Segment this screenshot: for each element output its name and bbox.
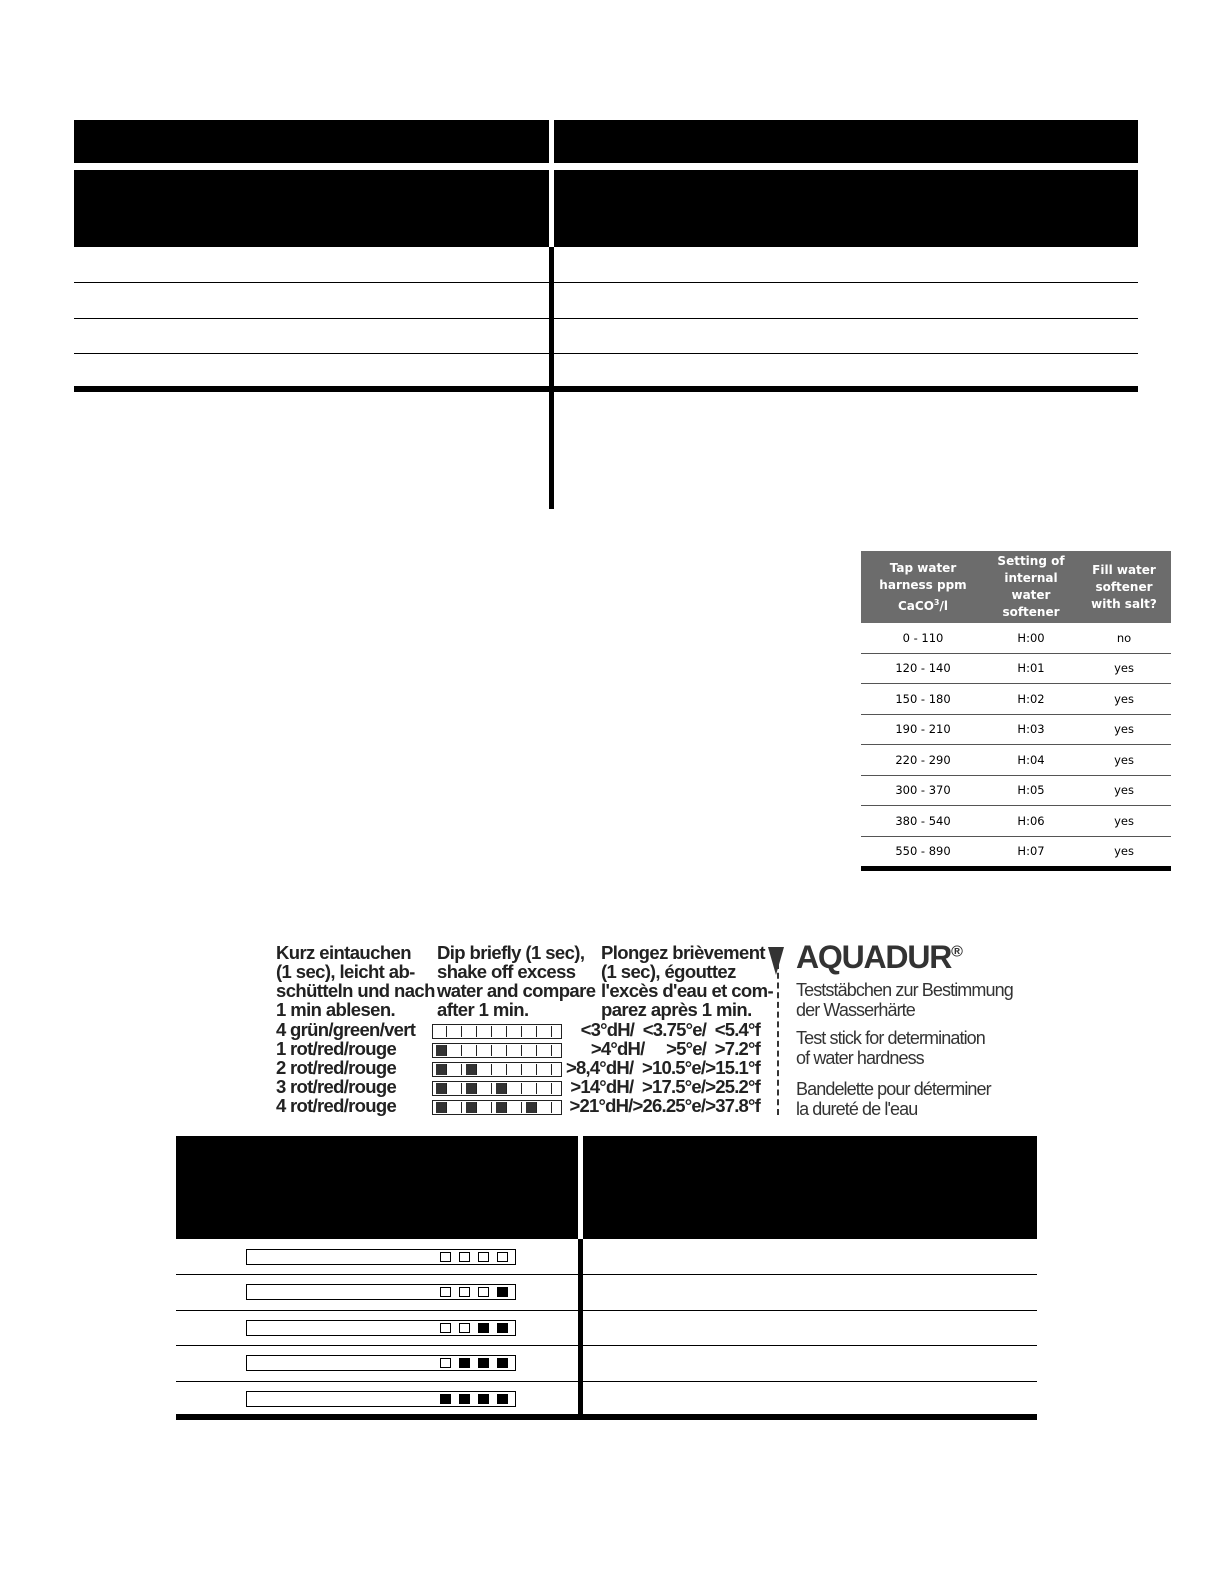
strip-pad [436, 1064, 447, 1075]
legend-pad [478, 1287, 489, 1297]
reading-strip [432, 1100, 562, 1115]
hardness-range-cell: 550 - 890 [895, 844, 951, 859]
strip-pad [496, 1064, 507, 1075]
fill-salt-cell: yes [1077, 714, 1171, 745]
bottom-table-row-divider [176, 1274, 1037, 1275]
top-table-header-right [554, 120, 1138, 163]
top-table [74, 120, 1138, 393]
fill-salt-cell: yes [1077, 684, 1171, 715]
hardness-table-header [861, 551, 1171, 623]
reading-strip [432, 1062, 562, 1077]
strip-pad [511, 1045, 522, 1056]
hardness-table-row [861, 653, 1171, 684]
legend-strip [246, 1320, 516, 1336]
strip-pad [436, 1045, 447, 1056]
hardness-table-row [861, 806, 1171, 837]
reading-strip [432, 1081, 562, 1096]
bottom-table-header-left [176, 1136, 578, 1239]
hardness-settings-table [861, 551, 1171, 871]
legend-pad [440, 1323, 451, 1333]
top-table-row-divider [74, 353, 1138, 354]
strip-pad [466, 1064, 477, 1075]
strip-pad [541, 1026, 552, 1037]
hardness-range-cell: 0 - 110 [861, 623, 985, 653]
softener-setting-cell: H:05 [985, 775, 1077, 806]
strip-pad [466, 1083, 477, 1094]
bottom-table-row-divider [176, 1345, 1037, 1346]
strip-pad [496, 1102, 507, 1113]
strip-pad [481, 1083, 492, 1094]
legend-pad [459, 1394, 470, 1404]
strip-pad [526, 1083, 537, 1094]
strip-pad [451, 1045, 462, 1056]
strip-pad [526, 1102, 537, 1113]
strip-pad [496, 1083, 507, 1094]
top-table-subheader-right [554, 170, 1138, 247]
fill-salt-cell: no [1077, 623, 1171, 653]
top-table-row-divider [74, 318, 1138, 319]
bottom-table-column-divider [578, 1239, 583, 1415]
legend-pad [478, 1394, 489, 1404]
strip-pad [541, 1083, 552, 1094]
legend-strip [246, 1355, 516, 1371]
description-french: Bandelette pour déterminer la dureté de l'eau [796, 1079, 991, 1119]
softener-setting-cell: H:07 [1017, 844, 1045, 859]
legend-pad [497, 1358, 508, 1368]
fill-salt-cell: yes [1114, 844, 1134, 859]
softener-setting-cell: H:06 [985, 806, 1077, 837]
legend-pad [459, 1287, 470, 1297]
description-german: Teststäbchen zur Bestimmung der Wasserhärte [796, 980, 1013, 1020]
reading-label: 4 grün/green/vert [276, 1019, 416, 1040]
strip-pad [451, 1064, 462, 1075]
hardness-range-cell: 380 - 540 [861, 806, 985, 837]
softener-setting-cell: H:00 [985, 623, 1077, 653]
legend-pad [459, 1252, 470, 1262]
hardness-range-cell: 150 - 180 [861, 684, 985, 715]
reading-value: <3°dH/ <3.75°e/ <5.4°f [580, 1019, 760, 1040]
legend-pad [478, 1358, 489, 1368]
header-softener-setting: Setting of internal water softener [985, 551, 1077, 623]
strip-pad [466, 1045, 477, 1056]
legend-strip [246, 1249, 516, 1265]
hardness-table-row [861, 623, 1171, 653]
softener-setting-cell: H:02 [985, 684, 1077, 715]
reading-label: 2 rot/red/rouge [276, 1057, 397, 1078]
legend-pad [497, 1323, 508, 1333]
strip-pad [541, 1064, 552, 1075]
hardness-table-row [861, 745, 1171, 776]
strip-pad [466, 1102, 477, 1113]
legend-pad [459, 1323, 470, 1333]
header-tap-water-hardness: Tap water harness ppm CaCO$^3$/l [861, 551, 985, 623]
top-table-subheader-left [74, 170, 549, 247]
strip-pad [526, 1026, 537, 1037]
brand-name: AQUADUR® [796, 939, 962, 975]
reading-value: >14°dH/ >17.5°e/>25.2°f [570, 1076, 760, 1097]
legend-pad [497, 1252, 508, 1262]
strip-pad [526, 1045, 537, 1056]
strip-pad [481, 1045, 492, 1056]
hardness-table-row [861, 714, 1171, 745]
legend-pad [478, 1323, 489, 1333]
reading-strip [432, 1043, 562, 1058]
strip-pad [451, 1026, 462, 1037]
strip-pad [511, 1102, 522, 1113]
fill-salt-cell: yes [1077, 775, 1171, 806]
hardness-range-cell: 190 - 210 [861, 714, 985, 745]
legend-pad [440, 1287, 451, 1297]
strip-pad [481, 1102, 492, 1113]
bottom-table-bottom-rule [176, 1414, 1037, 1420]
bottom-table [176, 1136, 1037, 1420]
hardness-range-cell: 220 - 290 [861, 745, 985, 776]
strip-pad [511, 1083, 522, 1094]
legend-pad [459, 1358, 470, 1368]
strip-pad [496, 1026, 507, 1037]
legend-strip [246, 1391, 516, 1407]
reading-label: 4 rot/red/rouge [276, 1095, 397, 1116]
hardness-range-cell: 300 - 370 [861, 775, 985, 806]
reading-label: 3 rot/red/rouge [276, 1076, 397, 1097]
bottom-table-row-divider [176, 1381, 1037, 1382]
strip-pad [451, 1083, 462, 1094]
strip-pad [436, 1083, 447, 1094]
reading-value: >21°dH/>26.25°e/>37.8°f [569, 1095, 760, 1116]
bottom-table-header-right [583, 1136, 1037, 1239]
legend-pad [440, 1358, 451, 1368]
reading-strip [432, 1024, 562, 1039]
cut-marker-icon [768, 947, 784, 975]
strip-pad [511, 1064, 522, 1075]
strip-pad [496, 1045, 507, 1056]
fill-salt-cell: yes [1077, 806, 1171, 837]
strip-pad [541, 1045, 552, 1056]
legend-strip [246, 1284, 516, 1300]
softener-setting-cell: H:03 [985, 714, 1077, 745]
strip-pad [451, 1102, 462, 1113]
reading-value: >4°dH/ >5°e/ >7.2°f [590, 1038, 760, 1059]
description-english: Test stick for determination of water hardness [796, 1028, 985, 1068]
hardness-table-row [861, 775, 1171, 806]
softener-setting-cell: H:04 [985, 745, 1077, 776]
legend-pad [497, 1287, 508, 1297]
instructions-german: Kurz eintauchen (1 sec), leicht ab- schütteln und nach 1 min ablesen. [276, 942, 435, 1020]
strip-pad [466, 1026, 477, 1037]
strip-pad [481, 1026, 492, 1037]
hardness-table-row [861, 836, 1171, 866]
hardness-table-row [861, 684, 1171, 715]
cut-line [777, 963, 779, 1115]
top-table-row-divider [74, 282, 1138, 283]
strip-pad [526, 1064, 537, 1075]
top-table-bottom-rule [74, 386, 1138, 392]
strip-pad [436, 1102, 447, 1113]
strip-pad [511, 1026, 522, 1037]
softener-setting-cell: H:01 [985, 653, 1077, 684]
reading-label: 1 rot/red/rouge [276, 1038, 397, 1059]
reading-value: >8,4°dH/ >10.5°e/>15.1°f [565, 1057, 760, 1078]
top-table-header-left [74, 120, 549, 163]
instructions-english: Dip briefly (1 sec), shake off excess water and compare after 1 min. [437, 942, 596, 1020]
fill-salt-cell: yes [1077, 653, 1171, 684]
instructions-french: Plongez brièvement (1 sec), égouttez l'excès d'eau et com- parez après 1 min. [601, 942, 774, 1020]
legend-pad [497, 1394, 508, 1404]
top-table-column-divider [549, 247, 554, 509]
hardness-table-bottom-rule [861, 866, 1171, 871]
legend-pad [440, 1252, 451, 1262]
hardness-range-cell: 120 - 140 [861, 653, 985, 684]
header-fill-salt: Fill water softener with salt? [1077, 551, 1171, 623]
legend-pad [440, 1394, 451, 1404]
strip-pad [436, 1026, 447, 1037]
strip-pad [481, 1064, 492, 1075]
aquadur-test-strip-label [160, 933, 1020, 1123]
bottom-table-row-divider [176, 1310, 1037, 1311]
strip-pad [541, 1102, 552, 1113]
fill-salt-cell: yes [1077, 745, 1171, 776]
legend-pad [478, 1252, 489, 1262]
